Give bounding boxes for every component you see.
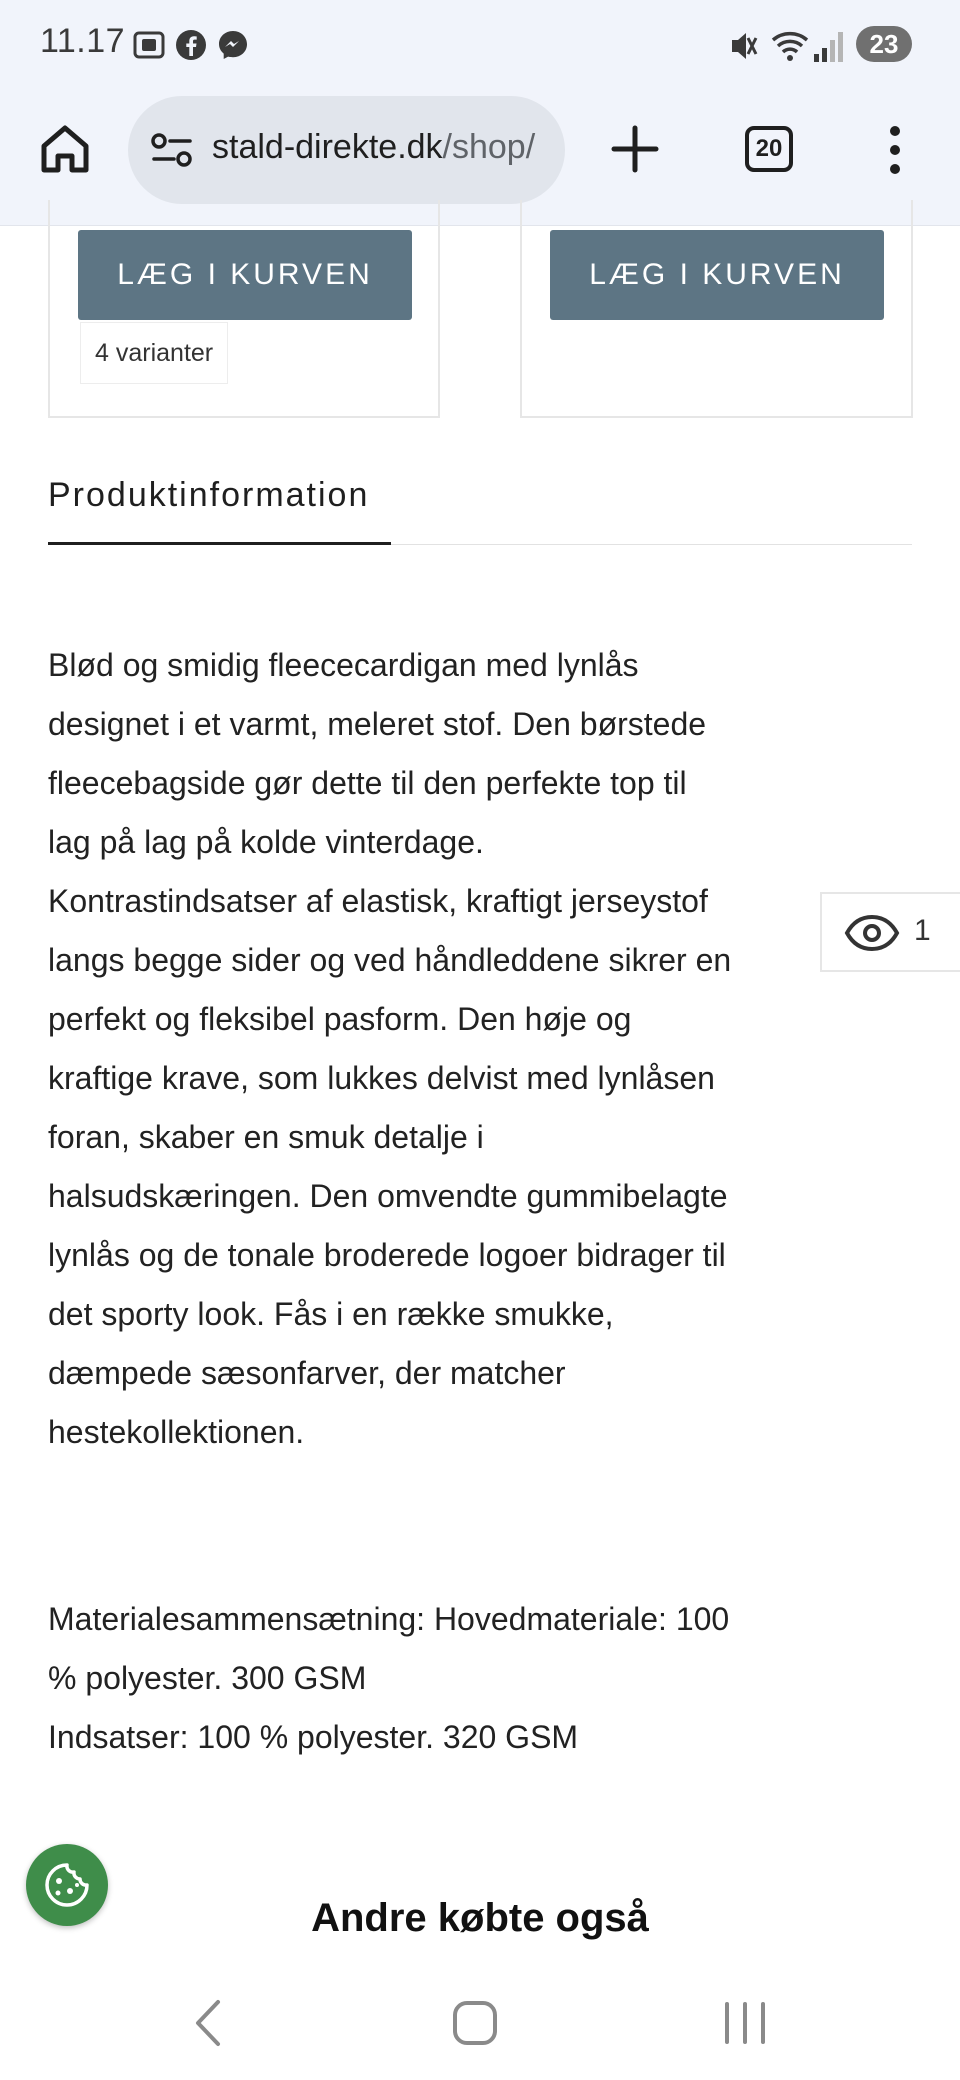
related-products-heading: Andre købte også xyxy=(311,1896,649,1940)
active-tab-indicator xyxy=(48,542,391,545)
description-line: langs begge sider og ved håndleddene sikrer en xyxy=(48,942,732,978)
signal-icon xyxy=(812,26,846,66)
description-line: Kontrastindsatser af elastisk, kraftigt jerseystof xyxy=(48,883,708,919)
eye-icon xyxy=(844,912,900,954)
cookie-settings-button[interactable] xyxy=(26,1844,108,1926)
description-line: kraftige krave, som lukkes delvist med lynlåsen xyxy=(48,1060,715,1096)
description-line: lag på lag på kolde vinterdage. xyxy=(48,824,484,860)
description-line: perfekt og fleksibel pasform. Den høje og xyxy=(48,1001,632,1037)
back-icon[interactable] xyxy=(188,1998,228,2048)
more-menu-icon[interactable] xyxy=(880,122,910,178)
new-tab-icon[interactable] xyxy=(610,124,660,174)
description-line: det sporty look. Fås i en række smukke, xyxy=(48,1296,614,1332)
wifi-icon xyxy=(770,26,810,66)
material-composition xyxy=(48,1590,788,1767)
mute-icon xyxy=(728,26,758,66)
cookie-icon xyxy=(43,1861,91,1909)
description-line: fleecebagside gør dette til den perfekte top til xyxy=(48,765,687,801)
facebook-icon xyxy=(174,28,208,62)
add-to-cart-button[interactable]: LÆG I KURVEN xyxy=(78,230,412,320)
tab-divider xyxy=(391,544,912,545)
recent-apps-icon[interactable] xyxy=(722,2000,768,2046)
description-line: Blød og smidig fleececardigan med lynlås xyxy=(48,647,639,683)
tab-switcher-button[interactable]: 20 xyxy=(745,126,793,172)
material-line: Indsatser: 100 % polyester. 320 GSM xyxy=(48,1719,579,1755)
home-nav-icon[interactable] xyxy=(450,1998,500,2048)
views-counter[interactable] xyxy=(820,892,960,972)
home-icon[interactable] xyxy=(38,122,92,176)
material-line: Materialesammensætning: Hovedmateriale: 100 xyxy=(48,1601,730,1637)
product-description xyxy=(48,636,788,1462)
messenger-icon xyxy=(216,28,250,62)
description-line: foran, skaber en smuk detalje i xyxy=(48,1119,484,1155)
material-line: % polyester. 300 GSM xyxy=(48,1660,367,1696)
site-settings-icon[interactable] xyxy=(150,132,194,168)
description-line: designet i et varmt, meleret stof. Den børstede xyxy=(48,706,707,742)
product-card xyxy=(48,200,440,418)
url-path: /shop/ xyxy=(442,128,536,166)
description-line: hestekollektionen. xyxy=(48,1414,305,1450)
tab-product-information[interactable]: Produktinformation xyxy=(48,476,370,514)
status-time: 11.17 xyxy=(40,22,126,60)
variants-tag[interactable]: 4 varianter xyxy=(80,322,228,384)
url-host: stald-direkte.dk xyxy=(212,128,443,166)
description-line: dæmpede sæsonfarver, der matcher xyxy=(48,1355,566,1391)
add-to-cart-button[interactable]: LÆG I KURVEN xyxy=(550,230,884,320)
address-bar[interactable] xyxy=(128,96,565,204)
status-bar xyxy=(0,0,960,92)
system-navigation-bar xyxy=(0,1968,960,2080)
description-line: lynlås og de tonale broderede logoer bidrager til xyxy=(48,1237,726,1273)
screenshot-icon xyxy=(132,28,166,62)
url-text[interactable] xyxy=(212,128,552,167)
views-count: 1 xyxy=(914,914,931,947)
product-card xyxy=(520,200,913,418)
battery-indicator: 23 xyxy=(856,26,912,62)
description-line: halsudskæringen. Den omvendte gummibelagte xyxy=(48,1178,728,1214)
